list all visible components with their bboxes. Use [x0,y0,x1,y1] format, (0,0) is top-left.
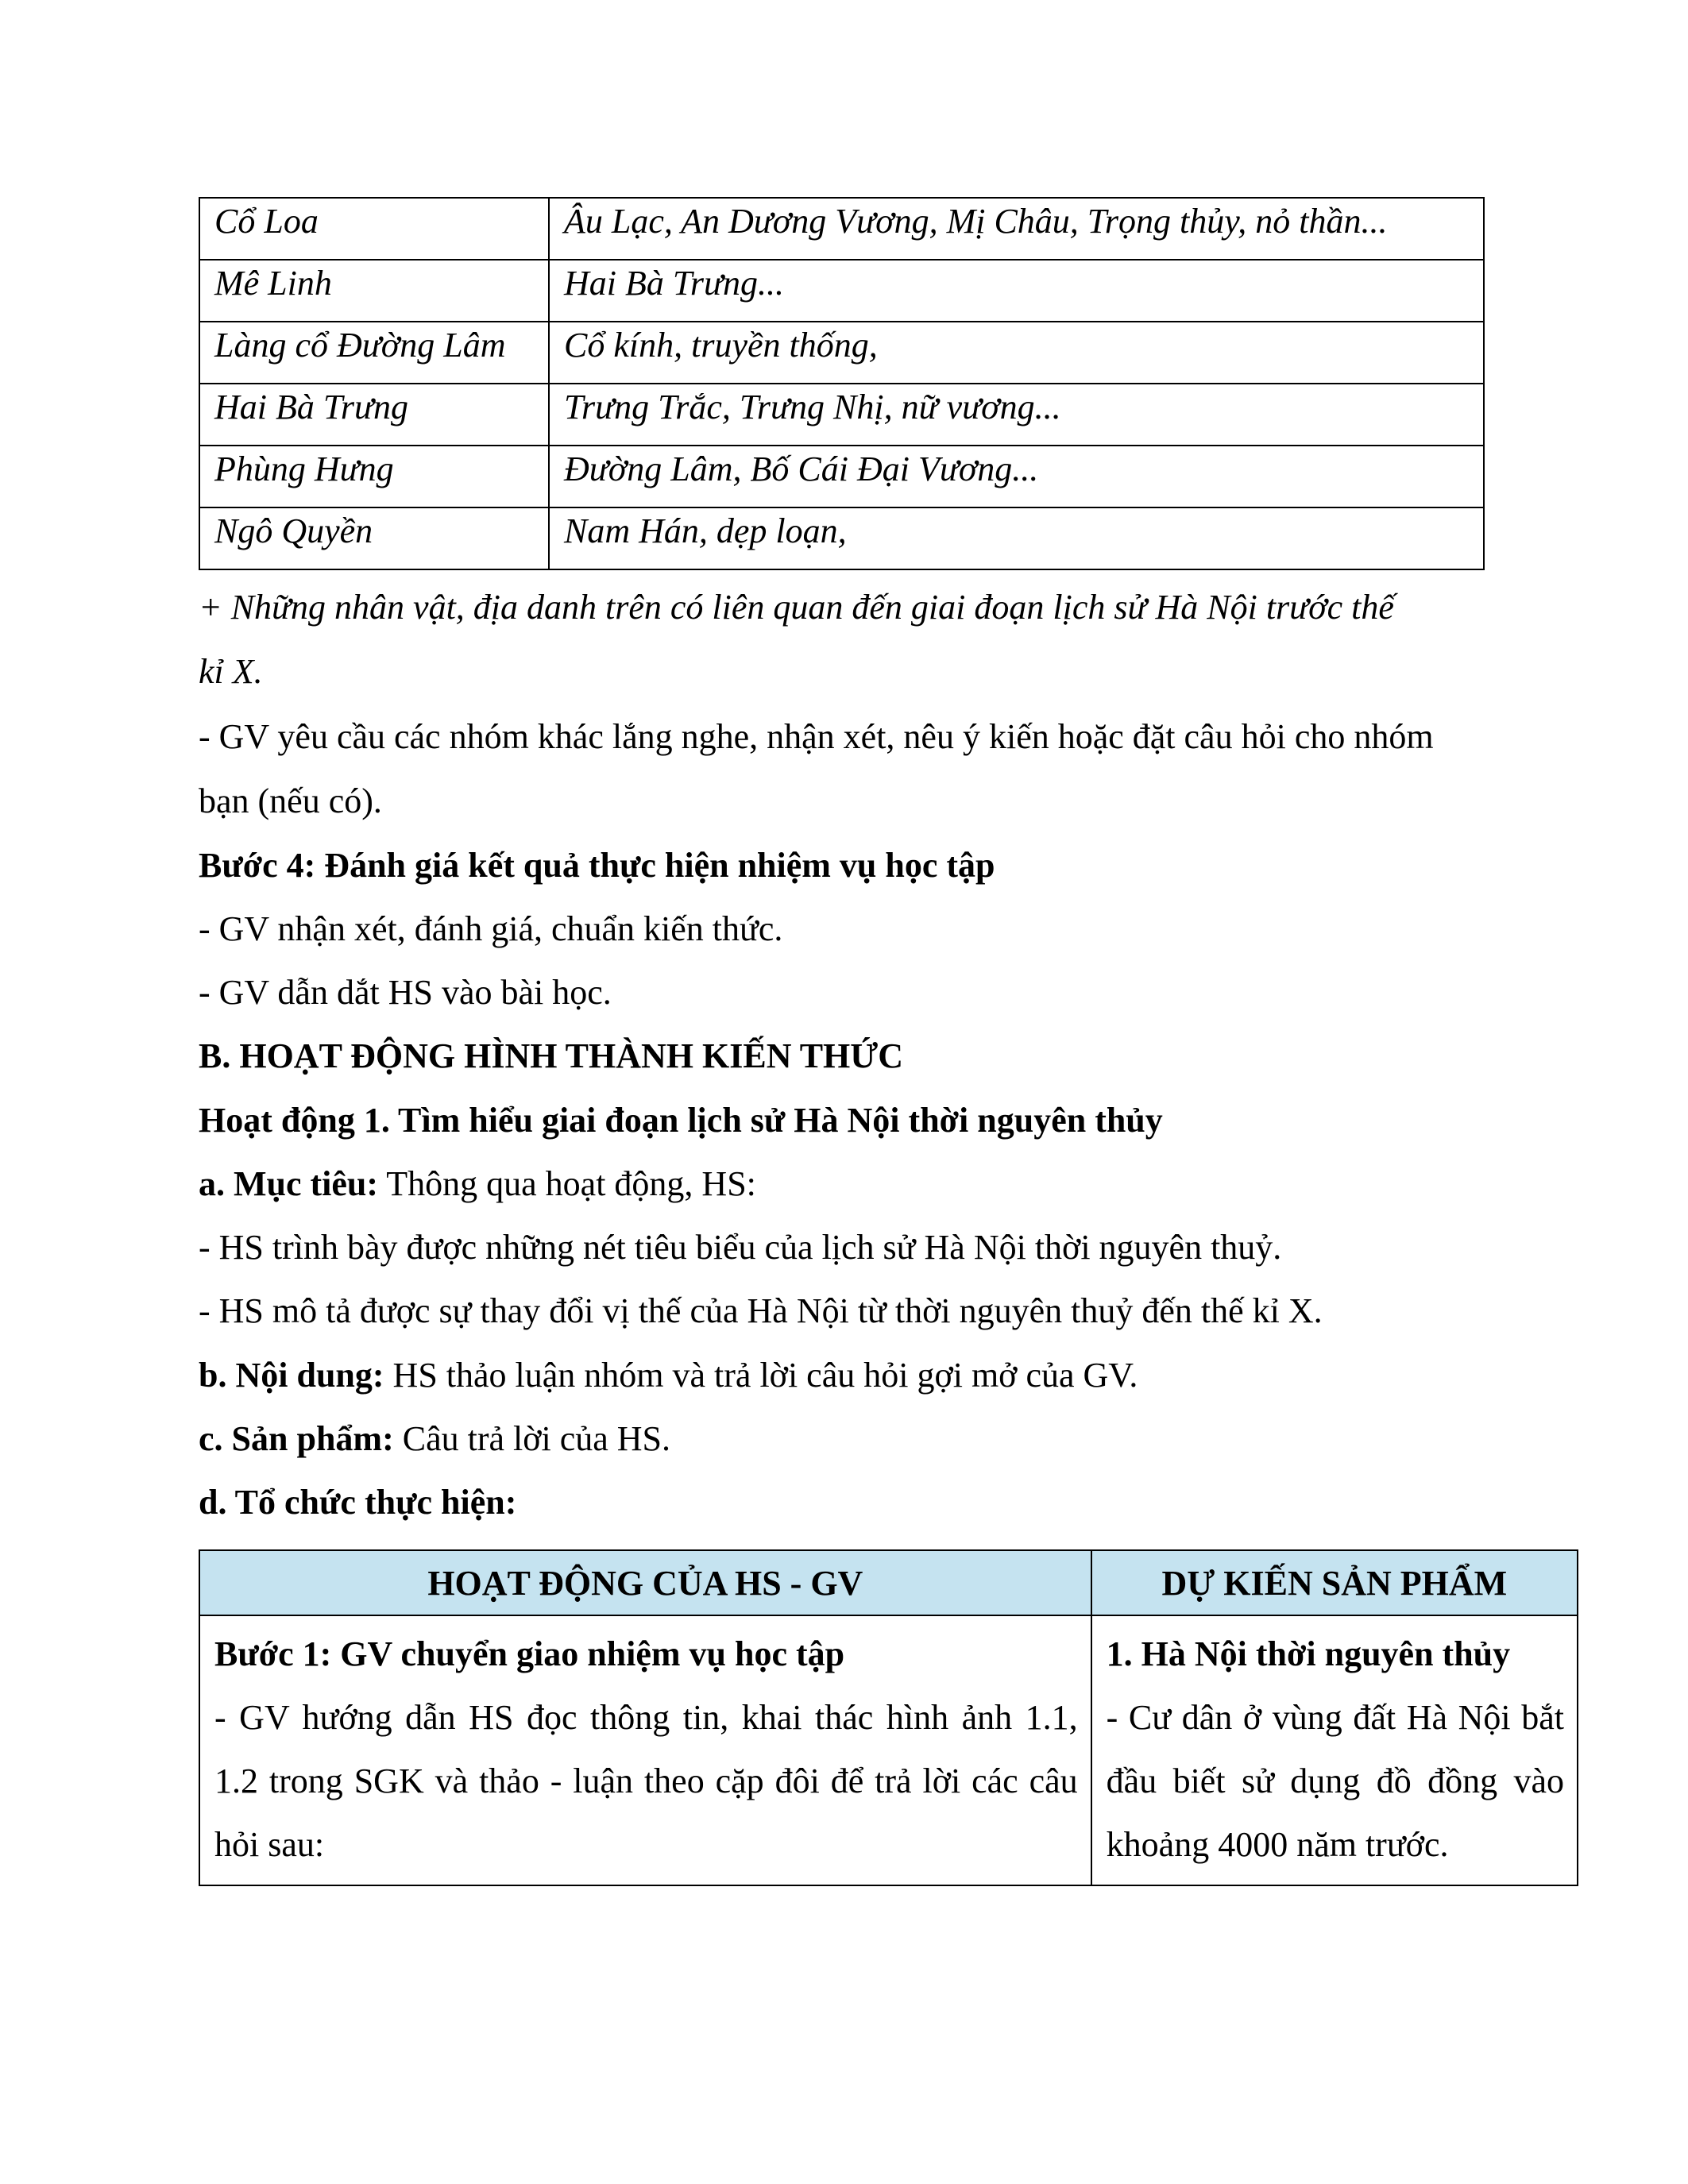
keywords-cell: Trưng Trắc, Trưng Nhị, nữ vương... [549,384,1484,446]
table-header-row [199,1550,1578,1615]
header-activity: HOẠT ĐỘNG CỦA HS - GV [199,1550,1091,1615]
keywords-cell: Đường Lâm, Bố Cái Đại Vương... [549,446,1484,507]
organization-heading: d. Tổ chức thực hiện: [199,1483,517,1522]
table-row [199,1615,1578,1885]
product-text: Câu trả lời của HS. [393,1419,671,1458]
step-heading: Bước 1: GV chuyển giao nhiệm vụ học tập [214,1634,845,1673]
table-row [199,260,1484,322]
place-name-cell: Làng cổ Đường Lâm [199,322,549,384]
keywords-cell: Nam Hán, dẹp loạn, [549,507,1484,569]
place-name-cell: Cổ Loa [199,198,549,260]
note-line: kỉ X. [199,652,263,691]
goal-line [199,1160,756,1208]
section-heading: B. HOẠT ĐỘNG HÌNH THÀNH KIẾN THỨC [199,1036,904,1075]
table-row [199,322,1484,384]
keywords-cell: Cổ kính, truyền thống, [549,322,1484,384]
keywords-cell: Hai Bà Trưng... [549,260,1484,322]
list-item: - HS trình bày được những nét tiêu biểu của lịch sử Hà Nội thời nguyên thuỷ. [199,1228,1282,1267]
list-item: - HS mô tả được sự thay đổi vị thế của Hà Nội từ thời nguyên thuỷ đến thế kỉ X. [199,1291,1323,1330]
content-label: b. Nội dung: [199,1356,384,1395]
cell-text-line: 1.2 trong SGK và thảo - luận theo cặp đôi để trả lời các câu [214,1761,1078,1800]
table-row [199,198,1484,260]
paragraph-line: - GV yêu cầu các nhóm khác lắng nghe, nhận xét, nêu ý kiến hoặc đặt câu hỏi cho nhóm [199,717,1434,756]
goal-label: a. Mục tiêu: [199,1164,379,1203]
cell-text-line: - Cư dân ở vùng đất Hà Nội bắt [1106,1698,1564,1737]
step-heading: Bước 4: Đánh giá kết quả thực hiện nhiệm vụ học tập [199,846,995,885]
content-text: HS thảo luận nhóm và trả lời câu hỏi gợi mở của GV. [384,1356,1138,1395]
table-row [199,446,1484,507]
list-item: - GV dẫn dắt HS vào bài học. [199,973,612,1012]
list-item: - GV nhận xét, đánh giá, chuẩn kiến thức. [199,909,783,948]
note-line: + Những nhân vật, địa danh trên có liên quan đến giai đoạn lịch sử Hà Nội trước thế [199,588,1394,627]
header-expected-product: DỰ KIẾN SẢN PHẨM [1091,1550,1578,1615]
product-heading: 1. Hà Nội thời nguyên thủy [1106,1634,1511,1673]
keywords-cell: Âu Lạc, An Dương Vương, Mị Châu, Trọng thủy, nỏ thần... [549,198,1484,260]
goal-text: Thông qua hoạt động, HS: [378,1164,756,1203]
place-name-cell: Phùng Hưng [199,446,549,507]
activity-table [199,1549,1578,1886]
cell-text-line: - GV hướng dẫn HS đọc thông tin, khai thác hình ảnh 1.1, [214,1698,1078,1737]
product-label: c. Sản phẩm: [199,1419,394,1458]
product-line [199,1415,670,1463]
table-row [199,384,1484,446]
cell-text-line: khoảng 4000 năm trước. [1106,1825,1449,1864]
product-cell [1091,1615,1578,1885]
keywords-table [199,197,1485,570]
place-name-cell: Hai Bà Trưng [199,384,549,446]
cell-text-line: đầu biết sử dụng đồ đồng vào [1106,1761,1564,1800]
paragraph-line: bạn (nếu có). [199,781,382,820]
place-name-cell: Ngô Quyền [199,507,549,569]
cell-text-line: hỏi sau: [214,1825,325,1864]
place-name-cell: Mê Linh [199,260,549,322]
activity-heading: Hoạt động 1. Tìm hiểu giai đoạn lịch sử Hà Nội thời nguyên thủy [199,1101,1163,1140]
activity-cell [199,1615,1091,1885]
table-row [199,507,1484,569]
content-line [199,1352,1138,1399]
